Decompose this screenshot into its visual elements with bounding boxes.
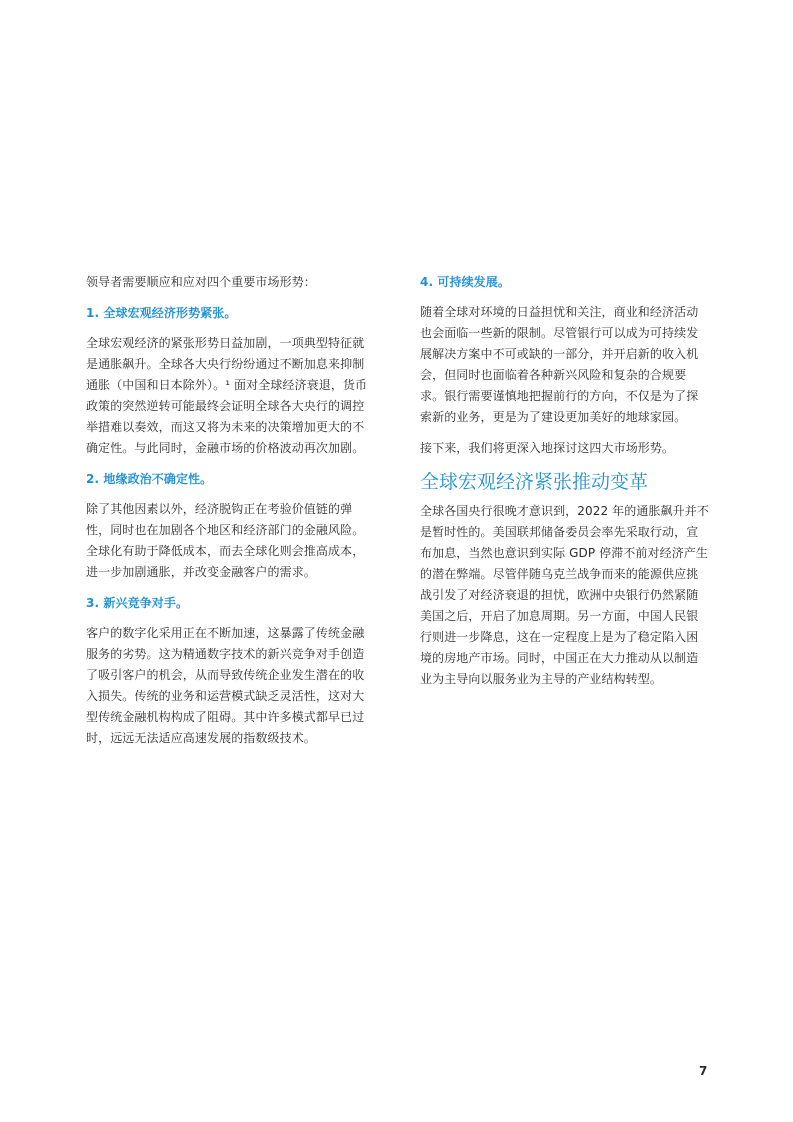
section-heading-sustainability: 4. 可持续发展。	[420, 275, 510, 289]
section-body-central-banks: 全球各国央行很晚才意识到，2022 年的通胀飙升并不是暂时性的。美国联邦储备委员会率先采取行动，宣布加息，当然也意识到实际 GDP 停滞不前对经济产生的潜在弊端。尽管伴随乌克兰战争而来的能源供应挑战引发了对经济衰退的担忧，欧洲中央银行仍然紧随美国之后，开启了加息周期。另一方面，中国人民银行则进一步降息，这在一定程度上是为了稳定陷入困境的房地产市场。同时，中国正在大力推动从以制造业为主导向以服务业为主导的产业结构转型。	[420, 504, 709, 686]
section-heading-geopolitics: 2. 地缘政治不确定性。	[86, 472, 213, 486]
intro-text: 领导者需要顺应和应对四个重要市场形势：	[86, 275, 316, 289]
section-title: 全球宏观经济紧张推动变革	[420, 471, 649, 493]
page-number: 7	[699, 1064, 708, 1078]
section-body-geopolitics: 除了其他因素以外，经济脱钩正在考验价值链的弹性，同时也在加剧各个地区和经济部门的金融风险。全球化有助于降低成本，而去全球化则会推高成本，进一步加剧通胀，并改变金融客户的需求。	[86, 502, 365, 579]
section-heading-macro: 1. 全球宏观经济形势紧张。	[86, 306, 237, 320]
section-heading-competitors: 3. 新兴竞争对手。	[86, 596, 189, 610]
section-body-competitors: 客户的数字化采用正在不断加速，这暴露了传统金融服务的劣势。这为精通数字技术的新兴竞争对手创造了吸引客户的机会，从而导致传统企业发生潜在的收入损失。传统的业务和运营模式缺乏灵活性，这对大型传统金融机构构成了阻碍。其中许多模式都早已过时，远远无法适应高速发展的指数级技术。	[86, 626, 365, 745]
section-body-sustainability: 随着全球对环境的日益担忧和关注，商业和经济活动也会面临一些新的限制。尽管银行可以成为可持续发展解决方案中不可或缺的一部分，并开启新的收入机会，但同时也面临着各种新兴风险和复杂的合规要求。银行需要谨慎地把握前行的方向，不仅是为了探索新的业务，更是为了建设更加美好的地球家园。	[420, 305, 699, 424]
left-column	[86, 272, 376, 759]
section-body-macro: 全球宏观经济的紧张形势日益加剧，一项典型特征就是通胀飙升。全球各大央行纷纷通过不断加息来抑制通胀（中国和日本除外）。¹ 面对全球经济衰退，货币政策的突然逆转可能最终会证明全球各大央行的调控举措难以奏效，而这又将为未来的决策增加更大的不确定性。与此同时，金融市场的价格波动再次加剧。	[86, 336, 368, 455]
right-column	[420, 272, 710, 700]
transition-text: 接下来，我们将更深入地探讨这四大市场形势。	[420, 441, 675, 455]
